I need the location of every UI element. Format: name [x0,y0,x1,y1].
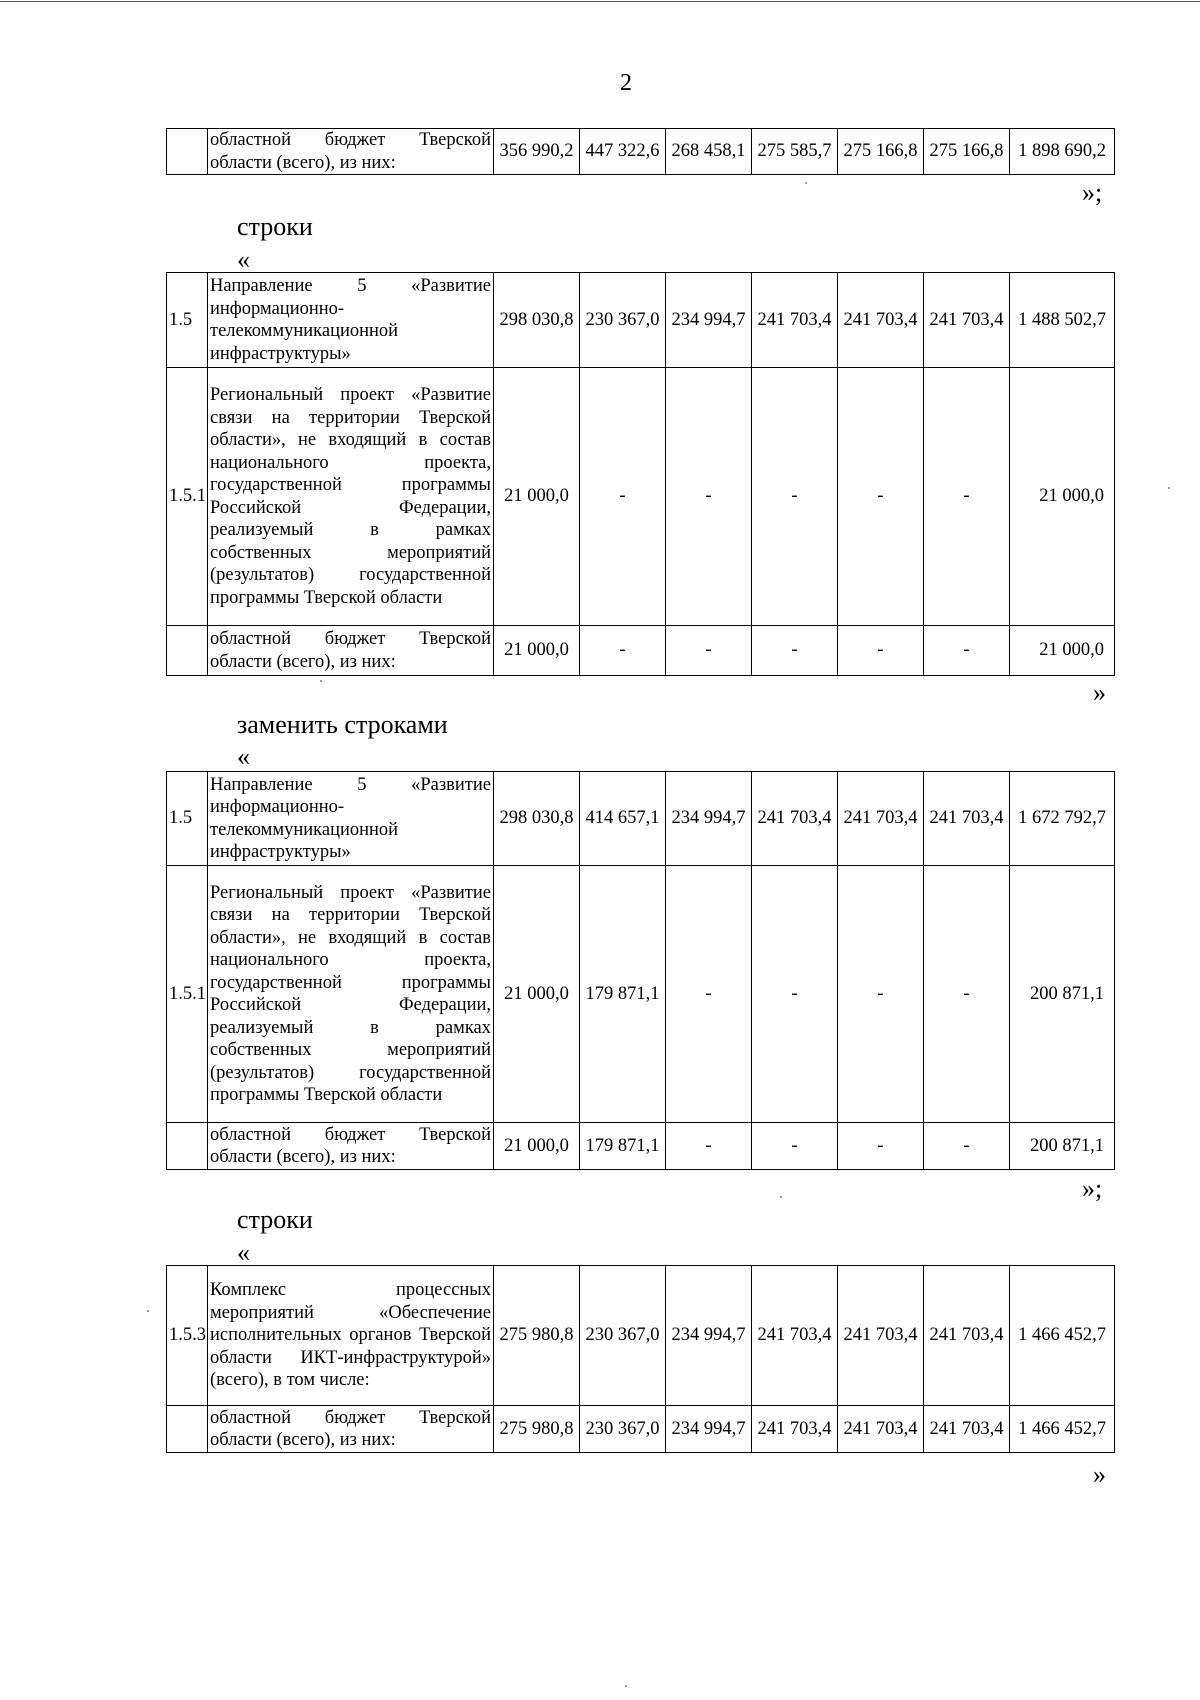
value-cell: - [752,368,838,626]
value-cell: - [924,368,1010,626]
value-cell: 21 000,0 [494,368,580,626]
row-number: 1.5.1 [167,866,208,1123]
value-cell: 414 657,1 [580,772,666,866]
row-number [167,1123,208,1170]
value-cell: 200 871,1 [1010,866,1115,1123]
value-cell: 275 585,7 [752,129,838,175]
section-label: строки [237,1205,313,1234]
row-name: областной бюджет Тверской области (всего), из них: [208,626,494,676]
value-cell: 1 672 792,7 [1010,772,1115,866]
row-number: 1.5.3 [167,1266,208,1406]
value-cell: - [752,1123,838,1170]
value-cell: - [924,1123,1010,1170]
table-row [167,368,1115,626]
value-cell: 275 166,8 [838,129,924,175]
closing-quote: » [1093,1460,1106,1489]
value-cell: - [580,626,666,676]
row-name: Региональный проект «Развитие связи на территории Тверской области», не входящий в состав национального проекта, государственной программы Российской Федерации, реализуемый в рамках собственных мероприятий (результатов) государственной программы Тверской области [208,866,494,1123]
value-cell: 234 994,7 [666,1266,752,1406]
value-cell: 230 367,0 [580,1266,666,1406]
table-row [167,1123,1115,1170]
opening-quote: « [237,742,250,771]
budget-table-3 [166,771,1115,1170]
value-cell: 234 994,7 [666,273,752,368]
opening-quote: « [237,245,250,274]
value-cell: 1 466 452,7 [1010,1266,1115,1406]
value-cell: 241 703,4 [924,772,1010,866]
value-cell: 241 703,4 [924,1406,1010,1453]
value-cell: - [666,626,752,676]
value-cell: 241 703,4 [838,772,924,866]
row-name: областной бюджет Тверской области (всего), из них: [208,129,494,175]
value-cell: 241 703,4 [838,1406,924,1453]
value-cell: 241 703,4 [838,273,924,368]
row-name: Региональный проект «Развитие связи на территории Тверской области», не входящий в состав национального проекта, государственной программы Российской Федерации, реализуемый в рамках собственных мероприятий (результатов) государственной программы Тверской области [208,368,494,626]
value-cell: 241 703,4 [752,772,838,866]
value-cell: - [924,866,1010,1123]
section-label: строки [237,212,313,241]
value-cell: - [838,368,924,626]
scan-speck [780,1196,782,1198]
table-row [167,1266,1115,1406]
value-cell: 241 703,4 [924,273,1010,368]
section-label: заменить строками [237,710,448,739]
value-cell: 275 980,8 [494,1266,580,1406]
value-cell: - [838,866,924,1123]
table-row [167,866,1115,1123]
row-number [167,129,208,175]
value-cell: 21 000,0 [1010,626,1115,676]
value-cell: - [666,1123,752,1170]
value-cell: 356 990,2 [494,129,580,175]
value-cell: 21 000,0 [494,626,580,676]
table-row [167,129,1115,175]
scan-speck [147,1310,149,1312]
value-cell: 230 367,0 [580,273,666,368]
closing-quote: »; [1082,1174,1103,1203]
value-cell: 21 000,0 [494,1123,580,1170]
table-row [167,1406,1115,1453]
value-cell: 241 703,4 [752,273,838,368]
row-number: 1.5 [167,772,208,866]
value-cell: 268 458,1 [666,129,752,175]
value-cell: 1 488 502,7 [1010,273,1115,368]
value-cell: 234 994,7 [666,772,752,866]
top-border-line [0,1,1200,2]
value-cell: - [752,866,838,1123]
opening-quote: « [237,1238,250,1267]
budget-table-4 [166,1265,1115,1453]
row-name: областной бюджет Тверской области (всего), из них: [208,1406,494,1453]
value-cell: 298 030,8 [494,772,580,866]
page-number: 2 [620,70,632,96]
value-cell: 275 166,8 [924,129,1010,175]
value-cell: 241 703,4 [752,1406,838,1453]
value-cell: - [838,626,924,676]
scan-speck [320,680,322,682]
value-cell: 1 898 690,2 [1010,129,1115,175]
scan-speck [1168,487,1170,489]
value-cell: 179 871,1 [580,1123,666,1170]
row-number [167,626,208,676]
value-cell: 1 466 452,7 [1010,1406,1115,1453]
value-cell: 298 030,8 [494,273,580,368]
value-cell: - [924,626,1010,676]
row-number: 1.5 [167,273,208,368]
value-cell: - [580,368,666,626]
value-cell: 241 703,4 [838,1266,924,1406]
value-cell: 241 703,4 [924,1266,1010,1406]
scan-speck [625,1685,627,1687]
row-number: 1.5.1 [167,368,208,626]
table-row [167,626,1115,676]
value-cell: 21 000,0 [1010,368,1115,626]
budget-table-1 [166,128,1115,175]
row-name: Комплекс процессных мероприятий «Обеспечение исполнительных органов Тверской области ИКТ-инфраструктурой» (всего), в том числе: [208,1266,494,1406]
value-cell: 200 871,1 [1010,1123,1115,1170]
value-cell: 234 994,7 [666,1406,752,1453]
value-cell: 21 000,0 [494,866,580,1123]
value-cell: 230 367,0 [580,1406,666,1453]
budget-table-2 [166,272,1115,676]
row-number [167,1406,208,1453]
value-cell: - [838,1123,924,1170]
row-name: Направление 5 «Развитие информационно-телекоммуникационной инфраструктуры» [208,772,494,866]
closing-quote: » [1093,678,1106,707]
closing-quote: »; [1082,178,1103,207]
row-name: областной бюджет Тверской области (всего), из них: [208,1123,494,1170]
value-cell: - [666,368,752,626]
table-row [167,273,1115,368]
row-name: Направление 5 «Развитие информационно-телекоммуникационной инфраструктуры» [208,273,494,368]
value-cell: 241 703,4 [752,1266,838,1406]
value-cell: 447 322,6 [580,129,666,175]
value-cell: 179 871,1 [580,866,666,1123]
value-cell: - [752,626,838,676]
scan-speck [805,182,807,184]
table-row [167,772,1115,866]
value-cell: - [666,866,752,1123]
value-cell: 275 980,8 [494,1406,580,1453]
